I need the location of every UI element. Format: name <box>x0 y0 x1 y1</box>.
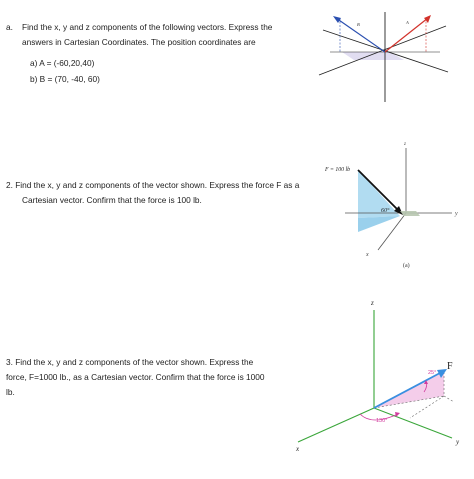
problem1-text-line2: answers in Cartesian Coordinates. The position coordinates are <box>22 37 256 47</box>
vector-a-label: A <box>406 20 409 25</box>
axis-z-label: z <box>371 299 374 307</box>
problem3-text-line2: force, F=1000 lb., as a Cartesian vector. Confirm that the force is 1000 <box>6 372 265 382</box>
problem1-part-b: b) B = (70, -40, 60) <box>30 74 100 84</box>
x-axis <box>298 408 374 442</box>
problem3-text-line3: lb. <box>6 387 15 397</box>
problem2-text-line1: 2. Find the x, y and z components of the vector shown. Express the force F as a <box>6 180 300 190</box>
force-label: F <box>447 361 453 372</box>
angle-130-label: 130° <box>376 418 388 424</box>
problem3-text-line1: 3. Find the x, y and z components of the vector shown. Express the <box>6 357 254 367</box>
axis-x-label: x <box>366 252 369 258</box>
problem1-prefix: a. <box>6 22 13 32</box>
axis-x-label: x <box>296 445 300 453</box>
axis-z-label: z <box>404 142 406 147</box>
angle-25-label: 25° <box>428 370 437 376</box>
axis-y-label: y <box>455 211 458 217</box>
axis-y-label: y <box>456 438 460 446</box>
angle-45-label: 45° <box>380 223 389 229</box>
problem1-text-line1: Find the x, y and z components of the following vectors. Express the <box>22 22 273 32</box>
problem2-text-line2: Cartesian vector. Confirm that the force is 100 lb. <box>22 195 202 205</box>
angle-60-label: 60° <box>381 208 390 214</box>
force-label: F = 100 lb <box>325 167 351 173</box>
figure-caption: (a) <box>403 263 410 269</box>
vector-b-label: B <box>357 22 360 27</box>
problem1-part-a: a) A = (-60,20,40) <box>30 58 95 68</box>
projection-line <box>444 396 454 402</box>
